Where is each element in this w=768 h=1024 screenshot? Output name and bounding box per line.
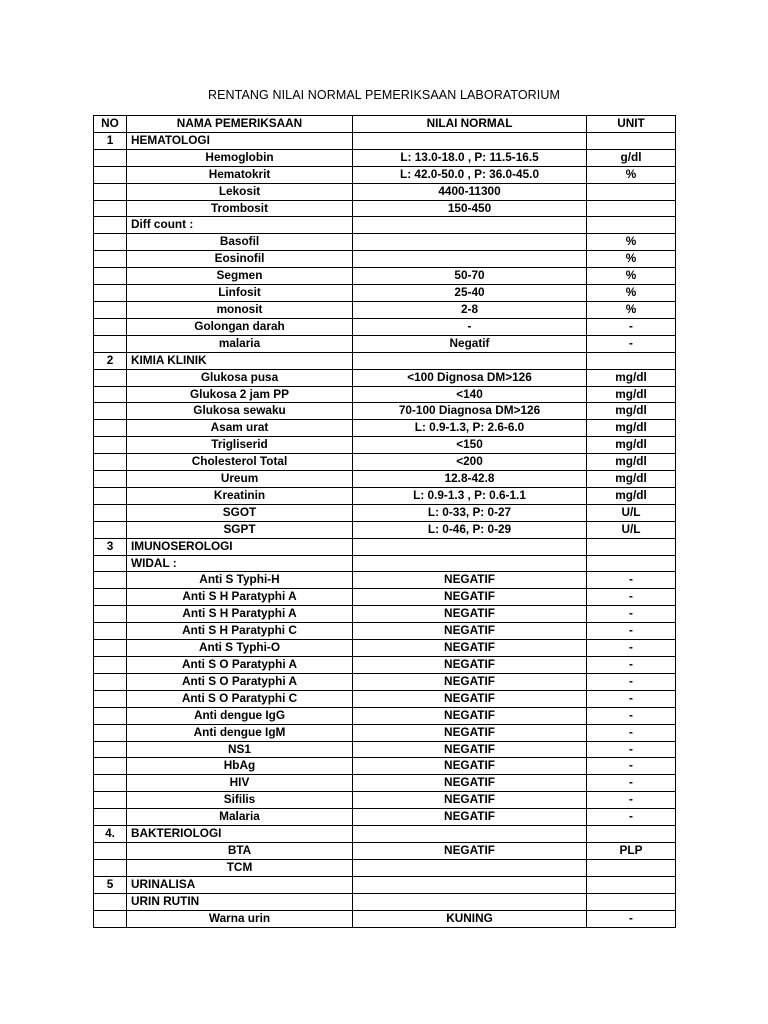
test-name: Trigliserid <box>127 437 353 454</box>
normal-value: L: 13.0-18.0 , P: 11.5-16.5 <box>353 149 587 166</box>
normal-value: 4400-11300 <box>353 183 587 200</box>
unit-value: U/L <box>587 504 676 521</box>
row-number: 4. <box>94 826 127 843</box>
row-number <box>94 454 127 471</box>
unit-value: PLP <box>587 842 676 859</box>
unit-value: - <box>587 623 676 640</box>
row-number <box>94 268 127 285</box>
test-name: Lekosit <box>127 183 353 200</box>
normal-value: NEGATIF <box>353 572 587 589</box>
row-number <box>94 504 127 521</box>
table-row <box>94 673 676 690</box>
normal-value: NEGATIF <box>353 792 587 809</box>
table-row <box>94 403 676 420</box>
unit-value: mg/dl <box>587 369 676 386</box>
normal-value <box>353 352 587 369</box>
unit-value: g/dl <box>587 149 676 166</box>
lab-reference-table <box>93 115 676 928</box>
normal-value: NEGATIF <box>353 690 587 707</box>
row-number <box>94 842 127 859</box>
table-row <box>94 555 676 572</box>
normal-value: 2-8 <box>353 301 587 318</box>
normal-value: NEGATIF <box>353 775 587 792</box>
test-name: Trombosit <box>127 200 353 217</box>
test-name: SGPT <box>127 521 353 538</box>
row-number <box>94 251 127 268</box>
row-number <box>94 589 127 606</box>
unit-value <box>587 826 676 843</box>
table-row <box>94 589 676 606</box>
table-row <box>94 657 676 674</box>
unit-value: mg/dl <box>587 487 676 504</box>
test-name: Anti S O Paratyphi C <box>127 690 353 707</box>
test-name: SGOT <box>127 504 353 521</box>
row-number: 1 <box>94 132 127 149</box>
row-number <box>94 487 127 504</box>
row-number: 5 <box>94 876 127 893</box>
test-name: Anti S Typhi-H <box>127 572 353 589</box>
test-name: Warna urin <box>127 910 353 927</box>
normal-value: NEGATIF <box>353 589 587 606</box>
table-row <box>94 268 676 285</box>
normal-value: NEGATIF <box>353 758 587 775</box>
test-name: TCM <box>127 859 353 876</box>
normal-value: KUNING <box>353 910 587 927</box>
table-row <box>94 132 676 149</box>
row-number <box>94 859 127 876</box>
test-name: Anti dengue IgG <box>127 707 353 724</box>
unit-value <box>587 538 676 555</box>
normal-value: NEGATIF <box>353 809 587 826</box>
unit-value <box>587 200 676 217</box>
row-number <box>94 386 127 403</box>
unit-value: - <box>587 673 676 690</box>
row-number <box>94 775 127 792</box>
test-name: Hematokrit <box>127 166 353 183</box>
table-row <box>94 149 676 166</box>
table-row <box>94 572 676 589</box>
unit-value <box>587 893 676 910</box>
test-name: BTA <box>127 842 353 859</box>
unit-value: - <box>587 572 676 589</box>
normal-value: NEGATIF <box>353 707 587 724</box>
test-name: HIV <box>127 775 353 792</box>
table-row <box>94 183 676 200</box>
normal-value: NEGATIF <box>353 606 587 623</box>
table-row <box>94 842 676 859</box>
normal-value: NEGATIF <box>353 623 587 640</box>
unit-value: - <box>587 589 676 606</box>
row-number <box>94 640 127 657</box>
unit-value: U/L <box>587 521 676 538</box>
test-name: Linfosit <box>127 285 353 302</box>
table-row <box>94 251 676 268</box>
document-title: RENTANG NILAI NORMAL PEMERIKSAAN LABORATORIUM <box>207 88 560 102</box>
normal-value: NEGATIF <box>353 640 587 657</box>
normal-value: NEGATIF <box>353 657 587 674</box>
test-name: Asam urat <box>127 420 353 437</box>
row-number <box>94 741 127 758</box>
test-name: Ureum <box>127 471 353 488</box>
table-row <box>94 792 676 809</box>
table-row <box>94 200 676 217</box>
table-header-row <box>94 116 676 133</box>
table-row <box>94 166 676 183</box>
test-name: monosit <box>127 301 353 318</box>
unit-value <box>587 217 676 234</box>
unit-value: mg/dl <box>587 386 676 403</box>
unit-value: % <box>587 234 676 251</box>
unit-value: - <box>587 606 676 623</box>
row-number <box>94 893 127 910</box>
row-number <box>94 420 127 437</box>
row-number <box>94 690 127 707</box>
table-row <box>94 623 676 640</box>
unit-value: % <box>587 301 676 318</box>
table-row <box>94 217 676 234</box>
header-name: NAMA PEMERIKSAAN <box>127 116 353 133</box>
unit-value: mg/dl <box>587 420 676 437</box>
unit-value <box>587 132 676 149</box>
test-name: Anti S H Paratyphi C <box>127 623 353 640</box>
table-row <box>94 826 676 843</box>
test-name: Anti S H Paratyphi A <box>127 606 353 623</box>
table-row <box>94 420 676 437</box>
normal-value: NEGATIF <box>353 673 587 690</box>
header-no: NO <box>94 116 127 133</box>
normal-value: 70-100 Diagnosa DM>126 <box>353 403 587 420</box>
table-row <box>94 301 676 318</box>
unit-value: - <box>587 792 676 809</box>
row-number <box>94 285 127 302</box>
normal-value <box>353 826 587 843</box>
normal-value: NEGATIF <box>353 724 587 741</box>
normal-value: NEGATIF <box>353 741 587 758</box>
unit-value: % <box>587 285 676 302</box>
unit-value: % <box>587 268 676 285</box>
test-name: URINALISA <box>127 876 353 893</box>
row-number <box>94 673 127 690</box>
table-row <box>94 859 676 876</box>
unit-value <box>587 555 676 572</box>
test-name: Glukosa pusa <box>127 369 353 386</box>
test-name: Glukosa 2 jam PP <box>127 386 353 403</box>
row-number <box>94 335 127 352</box>
unit-value: - <box>587 690 676 707</box>
normal-value <box>353 132 587 149</box>
row-number <box>94 437 127 454</box>
normal-value <box>353 876 587 893</box>
normal-value <box>353 234 587 251</box>
row-number <box>94 910 127 927</box>
normal-value: 12.8-42.8 <box>353 471 587 488</box>
row-number <box>94 200 127 217</box>
normal-value: 150-450 <box>353 200 587 217</box>
table-row <box>94 437 676 454</box>
table-row <box>94 386 676 403</box>
row-number <box>94 301 127 318</box>
unit-value: - <box>587 318 676 335</box>
test-name: HEMATOLOGI <box>127 132 353 149</box>
unit-value: - <box>587 335 676 352</box>
table-row <box>94 234 676 251</box>
test-name: WIDAL : <box>127 555 353 572</box>
test-name: Sifilis <box>127 792 353 809</box>
test-name: KIMIA KLINIK <box>127 352 353 369</box>
table-row <box>94 369 676 386</box>
test-name: Anti S O Paratyphi A <box>127 657 353 674</box>
test-name: Anti S Typhi-O <box>127 640 353 657</box>
unit-value: mg/dl <box>587 403 676 420</box>
test-name: Kreatinin <box>127 487 353 504</box>
test-name: malaria <box>127 335 353 352</box>
normal-value: <150 <box>353 437 587 454</box>
test-name: Diff count : <box>127 217 353 234</box>
row-number <box>94 758 127 775</box>
row-number <box>94 606 127 623</box>
test-name: URIN RUTIN <box>127 893 353 910</box>
unit-value <box>587 859 676 876</box>
table-body <box>94 132 676 927</box>
row-number: 2 <box>94 352 127 369</box>
test-name: Malaria <box>127 809 353 826</box>
unit-value: - <box>587 640 676 657</box>
row-number <box>94 555 127 572</box>
normal-value <box>353 251 587 268</box>
unit-value: - <box>587 724 676 741</box>
unit-value: mg/dl <box>587 437 676 454</box>
test-name: NS1 <box>127 741 353 758</box>
test-name: Eosinofil <box>127 251 353 268</box>
table-row <box>94 487 676 504</box>
test-name: Anti S H Paratyphi A <box>127 589 353 606</box>
header-unit: UNIT <box>587 116 676 133</box>
row-number <box>94 183 127 200</box>
table-row <box>94 893 676 910</box>
row-number <box>94 471 127 488</box>
unit-value: - <box>587 657 676 674</box>
table-row <box>94 521 676 538</box>
table-row <box>94 606 676 623</box>
row-number <box>94 318 127 335</box>
row-number <box>94 707 127 724</box>
normal-value: - <box>353 318 587 335</box>
unit-value: - <box>587 775 676 792</box>
normal-value: L: 0-46, P: 0-29 <box>353 521 587 538</box>
unit-value: - <box>587 910 676 927</box>
test-name: Segmen <box>127 268 353 285</box>
table-row <box>94 910 676 927</box>
test-name: BAKTERIOLOGI <box>127 826 353 843</box>
table-row <box>94 285 676 302</box>
test-name: Golongan darah <box>127 318 353 335</box>
table-row <box>94 741 676 758</box>
test-name: Glukosa sewaku <box>127 403 353 420</box>
normal-value: <140 <box>353 386 587 403</box>
unit-value: - <box>587 758 676 775</box>
normal-value: NEGATIF <box>353 842 587 859</box>
unit-value: - <box>587 809 676 826</box>
normal-value: <100 Dignosa DM>126 <box>353 369 587 386</box>
row-number <box>94 572 127 589</box>
test-name: HbAg <box>127 758 353 775</box>
test-name: Anti S O Paratyphi A <box>127 673 353 690</box>
table-row <box>94 318 676 335</box>
row-number <box>94 792 127 809</box>
table-row <box>94 640 676 657</box>
unit-value: mg/dl <box>587 454 676 471</box>
normal-value: L: 0.9-1.3, P: 2.6-6.0 <box>353 420 587 437</box>
test-name: Anti dengue IgM <box>127 724 353 741</box>
row-number <box>94 724 127 741</box>
unit-value: % <box>587 166 676 183</box>
normal-value: Negatif <box>353 335 587 352</box>
unit-value <box>587 876 676 893</box>
unit-value: - <box>587 741 676 758</box>
table-row <box>94 454 676 471</box>
table-row <box>94 352 676 369</box>
test-name: IMUNOSEROLOGI <box>127 538 353 555</box>
row-number <box>94 149 127 166</box>
unit-value <box>587 183 676 200</box>
row-number <box>94 809 127 826</box>
table-row <box>94 690 676 707</box>
normal-value: 25-40 <box>353 285 587 302</box>
unit-value <box>587 352 676 369</box>
normal-value: L: 0-33, P: 0-27 <box>353 504 587 521</box>
table-row <box>94 809 676 826</box>
table-row <box>94 471 676 488</box>
normal-value <box>353 538 587 555</box>
table-row <box>94 724 676 741</box>
normal-value <box>353 859 587 876</box>
row-number <box>94 623 127 640</box>
unit-value: - <box>587 707 676 724</box>
unit-value: % <box>587 251 676 268</box>
table-row <box>94 876 676 893</box>
table-row <box>94 538 676 555</box>
normal-value: L: 0.9-1.3 , P: 0.6-1.1 <box>353 487 587 504</box>
unit-value: mg/dl <box>587 471 676 488</box>
row-number <box>94 166 127 183</box>
table-row <box>94 707 676 724</box>
test-name: Basofil <box>127 234 353 251</box>
normal-value <box>353 893 587 910</box>
normal-value: <200 <box>353 454 587 471</box>
table-row <box>94 335 676 352</box>
row-number: 3 <box>94 538 127 555</box>
normal-value: 50-70 <box>353 268 587 285</box>
header-normal: NILAI NORMAL <box>353 116 587 133</box>
row-number <box>94 403 127 420</box>
table-row <box>94 504 676 521</box>
normal-value: L: 42.0-50.0 , P: 36.0-45.0 <box>353 166 587 183</box>
test-name: Hemoglobin <box>127 149 353 166</box>
row-number <box>94 234 127 251</box>
table-row <box>94 775 676 792</box>
test-name: Cholesterol Total <box>127 454 353 471</box>
row-number <box>94 521 127 538</box>
table-row <box>94 758 676 775</box>
row-number <box>94 369 127 386</box>
row-number <box>94 217 127 234</box>
normal-value <box>353 217 587 234</box>
row-number <box>94 657 127 674</box>
normal-value <box>353 555 587 572</box>
